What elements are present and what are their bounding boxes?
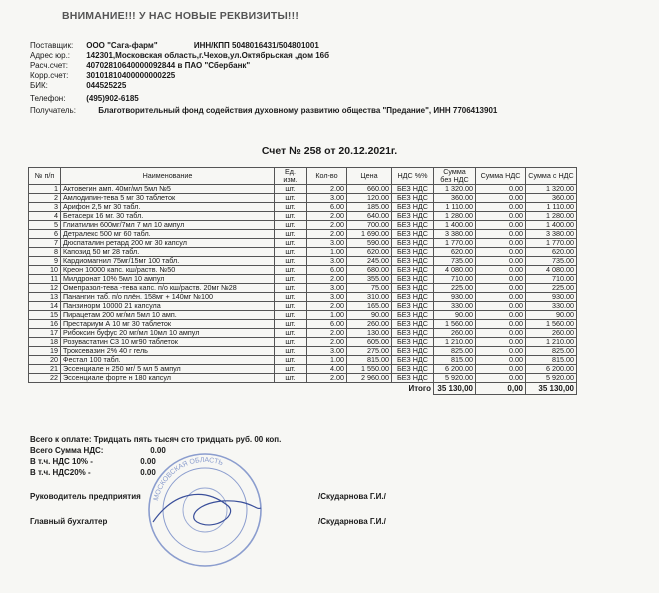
item-vat-rate: БЕЗ НДС [392,221,434,230]
item-total: 90.00 [526,311,577,320]
item-unit: шт. [275,185,307,194]
item-vat-sum: 0.00 [476,284,526,293]
table-row [29,266,577,275]
item-sum: 90.00 [434,311,476,320]
item-total: 5 920.00 [526,374,577,383]
item-vat-sum: 0.00 [476,275,526,284]
item-vat-rate: БЕЗ НДС [392,365,434,374]
item-sum: 825.00 [434,347,476,356]
item-qty: 2.00 [307,221,347,230]
item-price: 75.00 [347,284,392,293]
item-sum: 1 770.00 [434,239,476,248]
item-total: 3 380.00 [526,230,577,239]
header-qty: Кол-во [307,168,347,185]
item-qty: 1.00 [307,248,347,257]
item-name: Панзинорм 10000 21 капсула [61,302,275,311]
item-qty: 3.00 [307,284,347,293]
row-number: 13 [29,293,61,302]
vat10-line [30,457,156,467]
item-sum: 1 560.00 [434,320,476,329]
item-vat-rate: БЕЗ НДС [392,230,434,239]
item-name: Капозид 50 мг 28 табл. [61,248,275,257]
item-name: Дюспаталин ретард 200 мг 30 капсул [61,239,275,248]
item-unit: шт. [275,374,307,383]
item-qty: 6.00 [307,320,347,329]
item-total: 360.00 [526,194,577,203]
row-number: 11 [29,275,61,284]
total-with-vat: 35 130,00 [526,383,577,395]
item-sum: 710.00 [434,275,476,284]
item-name: Омепразол-тева -тева капс. п/о кш/раств. 20мг №28 [61,284,275,293]
item-price: 2 960.00 [347,374,392,383]
item-price: 245.00 [347,257,392,266]
item-name: Рибоксин буфус 20 мг/мл 10мл 10 ампул [61,329,275,338]
recipient-label: Получатель: [30,106,76,115]
item-qty: 2.00 [307,230,347,239]
item-total: 710.00 [526,275,577,284]
row-number: 6 [29,230,61,239]
item-vat-sum: 0.00 [476,302,526,311]
vat-total-value: 0.00 [150,446,166,455]
item-total: 1 560.00 [526,320,577,329]
phone-label: Телефон: [30,94,66,103]
item-sum: 4 080.00 [434,266,476,275]
item-total: 815.00 [526,356,577,365]
total-label: Итого [408,383,431,393]
stamp-text: МОСКОВСКАЯ ОБЛАСТЬ [152,456,224,502]
item-name: Панангин таб. п/о плён. 158мг + 140мг №100 [61,293,275,302]
total-row [29,383,577,395]
table-row [29,257,577,266]
item-sum: 620.00 [434,248,476,257]
phone-line [30,94,139,104]
item-vat-rate: БЕЗ НДС [392,302,434,311]
item-total: 735.00 [526,257,577,266]
item-sum: 815.00 [434,356,476,365]
item-vat-rate: БЕЗ НДС [392,293,434,302]
item-unit: шт. [275,320,307,329]
item-vat-rate: БЕЗ НДС [392,239,434,248]
item-name: Креон 10000 капс. кш/раств. №50 [61,266,275,275]
header-vat-pct: НДС %% [392,168,434,185]
table-row [29,311,577,320]
item-total: 620.00 [526,248,577,257]
item-name: Глиатилин 600мг/7мл 7 мл 10 ампул [61,221,275,230]
item-vat-sum: 0.00 [476,185,526,194]
accountant-name: /Скударнова Г.И./ [318,517,386,526]
item-total: 1 210.00 [526,338,577,347]
item-name: Пирацетам 200 мг/мл 5мл 10 амп. [61,311,275,320]
item-vat-sum: 0.00 [476,239,526,248]
corr-account-line [30,71,175,81]
item-unit: шт. [275,329,307,338]
table-row [29,230,577,239]
item-name: Эссенциале форте н 180 капсул [61,374,275,383]
item-price: 590.00 [347,239,392,248]
item-vat-rate: БЕЗ НДС [392,311,434,320]
item-vat-sum: 0.00 [476,248,526,257]
item-vat-rate: БЕЗ НДС [392,194,434,203]
vat10-label: В т.ч. НДС 10% - [30,457,93,466]
corr-label: Корр.счет: [30,71,69,80]
row-number: 8 [29,248,61,257]
director-label: Руководитель предприятия [30,492,141,501]
item-price: 185.00 [347,203,392,212]
item-vat-sum: 0.00 [476,347,526,356]
item-unit: шт. [275,230,307,239]
address-line [30,51,329,61]
company-stamp [145,450,265,570]
address-label: Адрес юр.: [30,51,71,60]
item-unit: шт. [275,311,307,320]
item-total: 4 080.00 [526,266,577,275]
item-qty: 3.00 [307,347,347,356]
table-row [29,365,577,374]
item-unit: шт. [275,338,307,347]
item-vat-sum: 0.00 [476,311,526,320]
account-label: Расч.счет: [30,61,68,70]
item-price: 700.00 [347,221,392,230]
item-price: 815.00 [347,356,392,365]
item-qty: 2.00 [307,302,347,311]
item-unit: шт. [275,248,307,257]
row-number: 4 [29,212,61,221]
item-unit: шт. [275,194,307,203]
supplier-label: Поставщик: [30,41,74,50]
table-row [29,239,577,248]
account-line [30,61,250,71]
item-vat-sum: 0.00 [476,374,526,383]
item-name: Милдронат 10% 5мл 10 ампул [61,275,275,284]
item-vat-sum: 0.00 [476,212,526,221]
row-number: 15 [29,311,61,320]
item-price: 90.00 [347,311,392,320]
item-sum: 1 210.00 [434,338,476,347]
item-sum: 1 280.00 [434,212,476,221]
item-vat-rate: БЕЗ НДС [392,266,434,275]
item-total: 1 320.00 [526,185,577,194]
item-qty: 3.00 [307,257,347,266]
table-row [29,320,577,329]
row-number: 16 [29,320,61,329]
director-name: /Скударнова Г.И./ [318,492,386,501]
item-vat-sum: 0.00 [476,356,526,365]
table-row [29,302,577,311]
table-row [29,338,577,347]
item-vat-sum: 0.00 [476,221,526,230]
amount-in-words: Всего к оплате: Тридцать пять тысяч сто тридцать руб. 00 коп. [30,435,282,444]
item-total: 330.00 [526,302,577,311]
item-qty: 4.00 [307,365,347,374]
table-row [29,203,577,212]
row-number: 20 [29,356,61,365]
row-number: 19 [29,347,61,356]
item-price: 1 690.00 [347,230,392,239]
header-name: Наименование [61,168,275,185]
inn-kpp: ИНН/КПП 5048016431/504801001 [193,41,319,50]
header-unit: Ед. изм. [275,168,307,185]
corr-value: 30101810400000000225 [86,71,176,80]
item-sum: 225.00 [434,284,476,293]
item-unit: шт. [275,212,307,221]
item-vat-sum: 0.00 [476,338,526,347]
item-qty: 3.00 [307,239,347,248]
item-price: 130.00 [347,329,392,338]
recipient-line [30,106,497,116]
item-qty: 2.00 [307,329,347,338]
vat-total-label: Всего Сумма НДС: [30,446,104,455]
item-total: 1 770.00 [526,239,577,248]
item-vat-rate: БЕЗ НДС [392,284,434,293]
item-vat-sum: 0.00 [476,293,526,302]
item-unit: шт. [275,203,307,212]
item-qty: 2.00 [307,374,347,383]
row-number: 12 [29,284,61,293]
header-num: № п/п [29,168,61,185]
item-name: Кардиомагнил 75мг/15мг 100 табл. [61,257,275,266]
item-sum: 735.00 [434,257,476,266]
row-number: 1 [29,185,61,194]
item-name: Арифон 2,5 мг 30 табл. [61,203,275,212]
vat20-line [30,468,156,478]
item-vat-sum: 0.00 [476,320,526,329]
table-row [29,347,577,356]
item-qty: 2.00 [307,275,347,284]
row-number: 21 [29,365,61,374]
item-price: 165.00 [347,302,392,311]
invoice-table [28,167,577,395]
item-sum: 930.00 [434,293,476,302]
item-total: 225.00 [526,284,577,293]
item-price: 660.00 [347,185,392,194]
item-name: Бетасерк 16 мг. 30 табл. [61,212,275,221]
table-row [29,275,577,284]
item-price: 275.00 [347,347,392,356]
item-name: Престариум А 10 мг 30 таблеток [61,320,275,329]
item-vat-sum: 0.00 [476,203,526,212]
item-vat-rate: БЕЗ НДС [392,248,434,257]
item-vat-rate: БЕЗ НДС [392,338,434,347]
item-vat-rate: БЕЗ НДС [392,212,434,221]
invoice-title: Счет № 258 от 20.12.2021г. [261,145,398,157]
item-sum: 1 110.00 [434,203,476,212]
item-total: 260.00 [526,329,577,338]
item-price: 605.00 [347,338,392,347]
item-qty: 6.00 [307,203,347,212]
item-price: 620.00 [347,248,392,257]
row-number: 22 [29,374,61,383]
table-row [29,194,577,203]
item-unit: шт. [275,293,307,302]
row-number: 18 [29,338,61,347]
item-unit: шт. [275,347,307,356]
header-sum: Сумма без НДС [434,168,476,185]
item-vat-rate: БЕЗ НДС [392,374,434,383]
item-vat-sum: 0.00 [476,329,526,338]
item-total: 1 110.00 [526,203,577,212]
item-qty: 2.00 [307,185,347,194]
item-name: Детралекс 500 мг 60 табл. [61,230,275,239]
item-qty: 2.00 [307,338,347,347]
item-sum: 1 320.00 [434,185,476,194]
table-header-row [29,168,577,185]
item-name: Актовегин амп. 40мг/мл 5мл №5 [61,185,275,194]
item-vat-sum: 0.00 [476,257,526,266]
bik-label: БИК: [30,81,48,90]
new-requisites-notice: ВНИМАНИЕ!!! У НАС НОВЫЕ РЕКВИЗИТЫ!!! [62,10,300,22]
item-vat-rate: БЕЗ НДС [392,356,434,365]
item-unit: шт. [275,365,307,374]
phone-value: (495)902-6185 [86,94,139,103]
item-sum: 260.00 [434,329,476,338]
item-qty: 6.00 [307,266,347,275]
item-qty: 1.00 [307,311,347,320]
table-row [29,374,577,383]
table-row [29,212,577,221]
table-row [29,293,577,302]
item-total: 1 400.00 [526,221,577,230]
header-vat-sum: Сумма НДС [476,168,526,185]
row-number: 2 [29,194,61,203]
vat20-value: 0.00 [140,468,156,477]
item-price: 260.00 [347,320,392,329]
bik-value: 044525225 [86,81,127,90]
signature-scribble [153,494,261,525]
item-vat-rate: БЕЗ НДС [392,257,434,266]
header-price: Цена [347,168,392,185]
item-vat-rate: БЕЗ НДС [392,329,434,338]
vat10-value: 0.00 [140,457,156,466]
item-unit: шт. [275,284,307,293]
item-qty: 3.00 [307,293,347,302]
item-sum: 6 200.00 [434,365,476,374]
item-unit: шт. [275,302,307,311]
item-unit: шт. [275,356,307,365]
item-vat-rate: БЕЗ НДС [392,320,434,329]
item-qty: 1.00 [307,356,347,365]
item-price: 1 550.00 [347,365,392,374]
item-name: Эссенциале н 250 мг/ 5 мл 5 ампул [61,365,275,374]
address-value: 142301,Московская область,г.Чехов,ул.Октябрьская ,дом 16б [86,51,330,60]
account-value: 40702810640000092844 в ПАО "Сбербанк" [86,61,251,70]
total-vat: 0,00 [476,383,526,395]
item-sum: 5 920.00 [434,374,476,383]
supplier-line [30,41,319,51]
item-total: 930.00 [526,293,577,302]
item-sum: 1 400.00 [434,221,476,230]
item-name: Розувастатин С3 10 мг90 таблеток [61,338,275,347]
row-number: 5 [29,221,61,230]
header-sum-with-vat: Сумма с НДС [526,168,577,185]
item-unit: шт. [275,257,307,266]
item-sum: 330.00 [434,302,476,311]
item-vat-sum: 0.00 [476,365,526,374]
item-price: 310.00 [347,293,392,302]
table-row [29,356,577,365]
supplier-value: ООО "Сага-фарм" [86,41,158,50]
item-total: 825.00 [526,347,577,356]
vat20-label: В т.ч. НДС20% - [30,468,91,477]
item-vat-sum: 0.00 [476,230,526,239]
accountant-label: Главный бухгалтер [30,517,108,526]
item-unit: шт. [275,221,307,230]
item-name: Фестал 100 табл. [61,356,275,365]
item-name: Троксевазин 2% 40 г гель [61,347,275,356]
item-total: 6 200.00 [526,365,577,374]
item-qty: 3.00 [307,194,347,203]
table-row [29,221,577,230]
row-number: 9 [29,257,61,266]
item-qty: 2.00 [307,212,347,221]
recipient-value: Благотворительный фонд содействия духовному развитию общества "Предание", ИНН 7706413901 [98,106,498,115]
row-number: 17 [29,329,61,338]
item-price: 120.00 [347,194,392,203]
item-price: 640.00 [347,212,392,221]
table-row [29,284,577,293]
item-vat-rate: БЕЗ НДС [392,347,434,356]
item-vat-sum: 0.00 [476,266,526,275]
item-vat-sum: 0.00 [476,194,526,203]
item-unit: шт. [275,266,307,275]
item-name: Амлодипин-тева 5 мг 30 таблеток [61,194,275,203]
row-number: 3 [29,203,61,212]
row-number: 7 [29,239,61,248]
row-number: 14 [29,302,61,311]
table-row [29,329,577,338]
item-sum: 3 380.00 [434,230,476,239]
table-row [29,185,577,194]
table-row [29,248,577,257]
item-price: 680.00 [347,266,392,275]
item-unit: шт. [275,239,307,248]
item-price: 355.00 [347,275,392,284]
item-vat-rate: БЕЗ НДС [392,185,434,194]
item-sum: 360.00 [434,194,476,203]
item-total: 1 280.00 [526,212,577,221]
row-number: 10 [29,266,61,275]
item-vat-rate: БЕЗ НДС [392,275,434,284]
total-sum: 35 130,00 [434,383,476,395]
item-unit: шт. [275,275,307,284]
bik-line [30,81,126,91]
item-vat-rate: БЕЗ НДС [392,203,434,212]
